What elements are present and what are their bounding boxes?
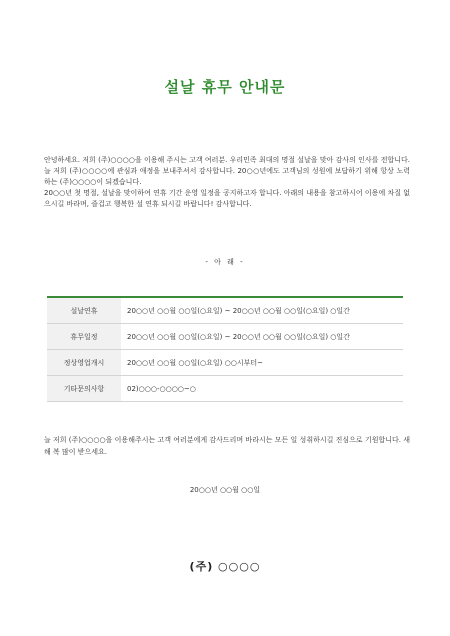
- row-value: 20○○년 ○○월 ○○일(○요일) ○○시부터~: [121, 350, 403, 376]
- row-label: 휴무일정: [47, 324, 121, 350]
- row-label: 설날연휴: [47, 297, 121, 324]
- table-row: [47, 350, 403, 376]
- intro-paragraph-1: 안녕하세요. 저희 (주)○○○○을 이용해 주시는 고객 여러분. 우리민족 최대의 명절 설날을 맞아 감사의 인사를 전합니다. 늘 저희 (주)○○○○에 관심과 애정을 보내주셔서 감사합니다. 20○○년에도 고객님의 성원에 보답하기 위해 항상 노력하는 (주)○○○○이 되겠습니다.: [44, 156, 410, 186]
- section-marker: - 아 래 -: [205, 258, 245, 266]
- row-value: 20○○년 ○○월 ○○일(○요일) ~ 20○○년 ○○월 ○○일(○요일) ○일간: [121, 297, 403, 324]
- table-row: [47, 376, 403, 402]
- company-name: (주) ○○○○: [189, 560, 261, 573]
- row-value: 20○○년 ○○월 ○○일(○요일) ~ 20○○년 ○○월 ○○일(○요일) ○일간: [121, 324, 403, 350]
- table-row: [47, 297, 403, 324]
- document-date: 20○○년 ○○월 ○○일: [189, 486, 261, 494]
- row-value: 02)○○○-○○○○~○: [121, 376, 403, 402]
- document-title: 설날 휴무 안내문: [164, 78, 286, 96]
- intro-text: [44, 155, 410, 210]
- closing-text: 늘 저희 (주)○○○○을 이용해주시는 고객 여러분에게 감사드리며 바라시는 모든 일 성취하시길 진심으로 기원합니다. 새해 복 많이 받으세요.: [44, 436, 410, 456]
- schedule-table: [47, 296, 403, 402]
- intro-paragraph-2: 20○○년 첫 명절, 설날을 맞이하여 연휴 기간 운영 일정을 공지하고자 합니다. 아래의 내용을 참고하시어 이용에 차질 없으시길 바라며, 즐겁고 행복한 설 연휴 되시길 바랍니다! 감사합니다.: [44, 189, 410, 208]
- table-row: [47, 324, 403, 350]
- row-label: 정상영업개시: [47, 350, 121, 376]
- row-label: 기타문의사항: [47, 376, 121, 402]
